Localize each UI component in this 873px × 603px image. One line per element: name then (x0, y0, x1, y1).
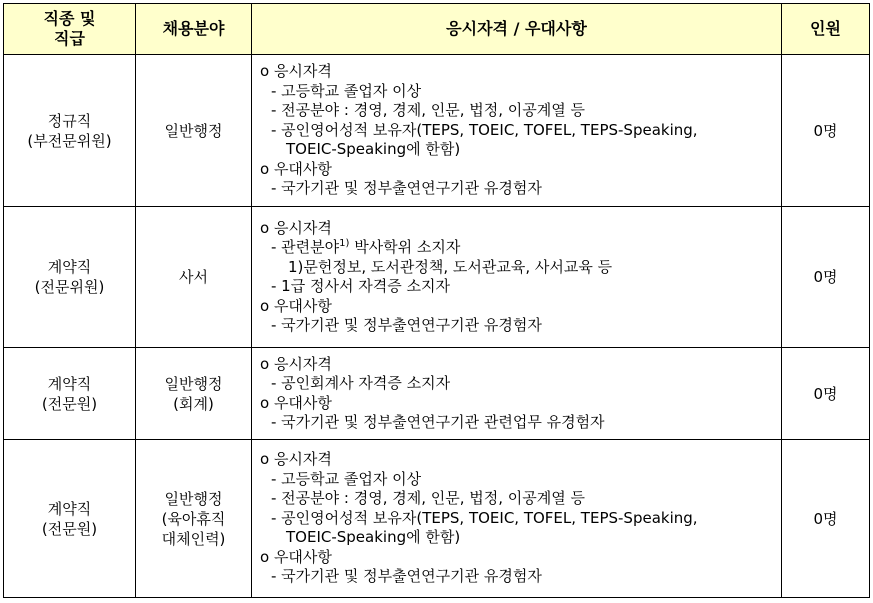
header-row (4, 4, 870, 55)
header-job-type-line1: 직종 및 (43, 9, 96, 28)
requirements-cell (252, 348, 782, 440)
job-type: 계약직 (47, 374, 92, 393)
table-row (4, 207, 870, 348)
qualification-heading: o 응시자격 (260, 450, 332, 469)
qualification-item: - 고등학교 졸업자 이상 (271, 469, 422, 488)
table-row (4, 348, 870, 440)
qualification-item: - 공인영어성적 보유자(TEPS, TOEIC, TOFEL, TEPS-Speaking, (271, 508, 698, 527)
requirements-cell (252, 55, 782, 207)
preference-item: - 국가기관 및 정부출연연구기관 유경험자 (271, 316, 542, 334)
preference-heading: o 우대사항 (260, 159, 332, 178)
footnote-marker: 1) (339, 238, 350, 249)
header-headcount: 인원 (782, 4, 870, 55)
field-line: 대체인력) (161, 529, 226, 548)
preference-item: - 국가기관 및 정부출연연구기관 관련업무 유경험자 (271, 413, 605, 431)
qualification-item-text: - 관련분야 (271, 238, 340, 256)
job-type-cell (4, 440, 136, 598)
job-grade: (전문원) (41, 394, 98, 413)
field-cell (136, 440, 252, 598)
recruitment-table-wrapper (3, 3, 870, 598)
header-job-type-line2: 직급 (54, 29, 85, 48)
field-line: 일반행정 (164, 489, 223, 508)
headcount-cell: 0명 (782, 207, 870, 348)
footnote-text: 1)문헌정보, 도서관정책, 도서관교육, 사서교육 등 (288, 257, 613, 276)
qualification-heading: o 응시자격 (260, 218, 332, 237)
job-type: 계약직 (47, 499, 92, 518)
qualification-item: - 공인회계사 자격증 소지자 (271, 374, 451, 392)
header-field: 채용분야 (136, 4, 252, 55)
field-cell (136, 348, 252, 440)
preference-item: - 국가기관 및 정부출연연구기관 유경험자 (271, 567, 542, 586)
job-type-cell (4, 55, 136, 207)
job-grade: (전문위원) (34, 278, 105, 296)
preference-heading: o 우대사항 (260, 547, 332, 566)
qualification-heading: o 응시자격 (260, 62, 332, 81)
headcount-cell: 0명 (782, 348, 870, 440)
qualification-item: - 1급 정사서 자격증 소지자 (271, 277, 450, 295)
qualification-item: - 고등학교 졸업자 이상 (271, 81, 422, 100)
table-row (4, 440, 870, 598)
qualification-item: - 전공분야 : 경영, 경제, 인문, 법정, 이공계열 등 (271, 489, 586, 508)
qualification-item-rest: 박사학위 소지자 (349, 238, 461, 256)
preference-item: - 국가기관 및 정부출연연구기관 유경험자 (271, 179, 542, 198)
field-line: (육아휴직 (161, 509, 226, 528)
job-type: 계약직 (47, 258, 92, 276)
requirements-cell (252, 207, 782, 348)
qualification-continuation: TOEIC-Speaking에 한함) (286, 528, 461, 547)
requirements-cell (252, 440, 782, 598)
qualification-item: - 공인영어성적 보유자(TEPS, TOEIC, TOFEL, TEPS-Speaking, (271, 120, 698, 139)
field-line: (회계) (173, 394, 214, 413)
qualification-heading: o 응시자격 (260, 354, 332, 373)
headcount-cell: 0명 (782, 55, 870, 207)
qualification-item: - 전공분야 : 경영, 경제, 인문, 법정, 이공계열 등 (271, 101, 586, 120)
field-line: 일반행정 (164, 121, 223, 140)
job-type: 정규직 (47, 111, 92, 130)
field-line: 일반행정 (164, 374, 223, 393)
preference-heading: o 우대사항 (260, 296, 332, 315)
qualification-item (260, 238, 781, 258)
header-requirements: 응시자격 / 우대사항 (252, 4, 782, 55)
recruitment-table (3, 3, 870, 598)
field-cell (136, 55, 252, 207)
qualification-continuation: TOEIC-Speaking에 한함) (286, 140, 461, 159)
field-line: 사서 (179, 268, 208, 286)
job-grade: (부전문위원) (27, 131, 112, 150)
job-grade: (전문원) (41, 519, 98, 538)
table-row (4, 55, 870, 207)
field-cell (136, 207, 252, 348)
headcount-cell: 0명 (782, 440, 870, 598)
job-type-cell (4, 207, 136, 348)
job-type-cell (4, 348, 136, 440)
preference-heading: o 우대사항 (260, 393, 332, 412)
header-job-type (4, 4, 136, 55)
